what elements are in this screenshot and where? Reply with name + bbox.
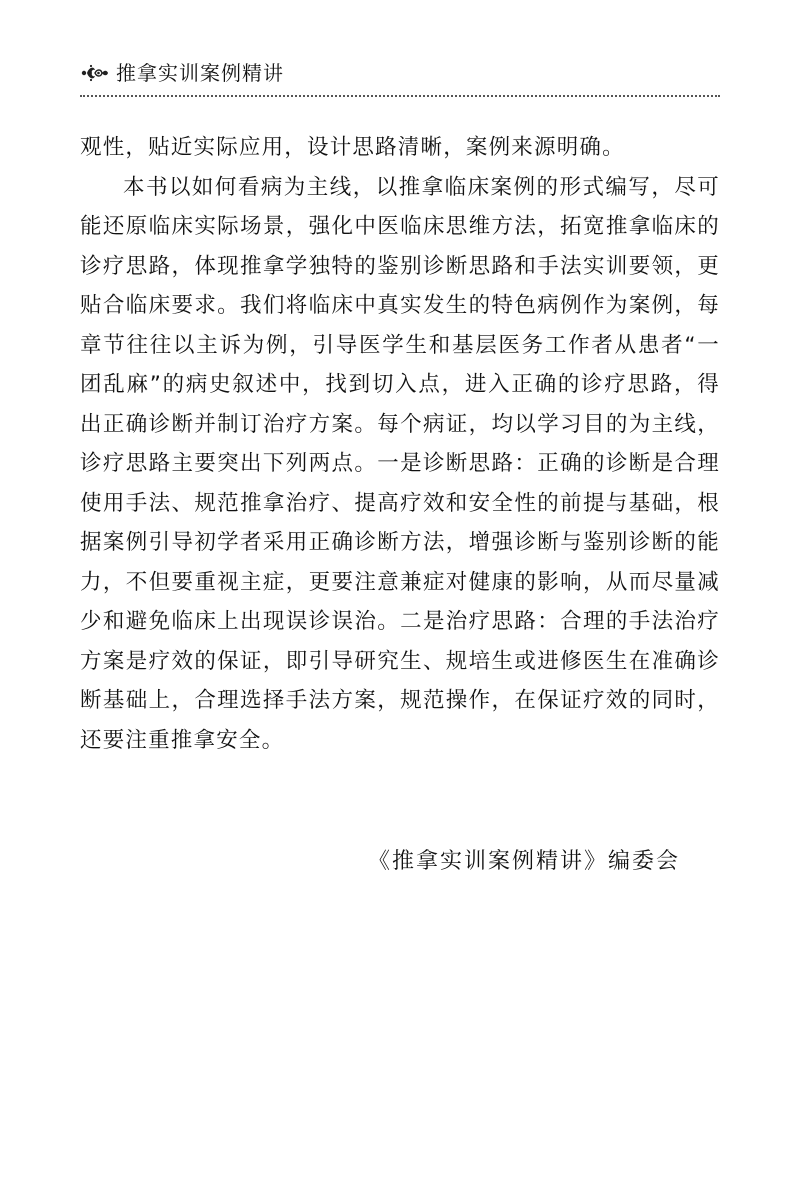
- paragraph-main: 本书以如何看病为主线，以推拿临床案例的形式编写，尽可能还原临床实际场景，强化中医临床思维方法，拓宽推拿临床的诊疗思路，体现推拿学独特的鉴别诊断思路和手法实训要领，更贴合临床要求。我们将临床中真实发生的特色病例作为案例，每章节往往以主诉为例，引导医学生和基层医务工作者从患者“一团乱麻”的病史叙述中，找到切入点，进入正确的诊疗思路，得出正确诊断并制订治疗方案。每个病证，均以学习目的为主线，诊疗思路主要突出下列两点。一是诊断思路：正确的诊断是合理使用手法、规范推拿治疗、提高疗效和安全性的前提与基础，根据案例引导初学者采用正确诊断方法，增强诊断与鉴别诊断的能力，不但要重视主症，更要注意兼症对健康的影响，从而尽量减少和避免临床上出现误诊误治。二是治疗思路：合理的手法治疗方案是疗效的保证，即引导研究生、规培生或进修医生在准确诊断基础上，合理选择手法方案，规范操作，在保证疗效的同时，还要注重推拿安全。: [80, 174, 720, 753]
- paragraph-continued: 观性，贴近实际应用，设计思路清晰，案例来源明确。: [80, 135, 625, 160]
- signature-line: 《推拿实训案例精讲》编委会: [367, 849, 680, 874]
- header-divider: [80, 95, 720, 97]
- running-header-title: 推拿实训案例精讲: [116, 61, 284, 85]
- page-header: [80, 58, 720, 94]
- body-text: [80, 128, 720, 760]
- floral-ornament-icon: [80, 62, 110, 84]
